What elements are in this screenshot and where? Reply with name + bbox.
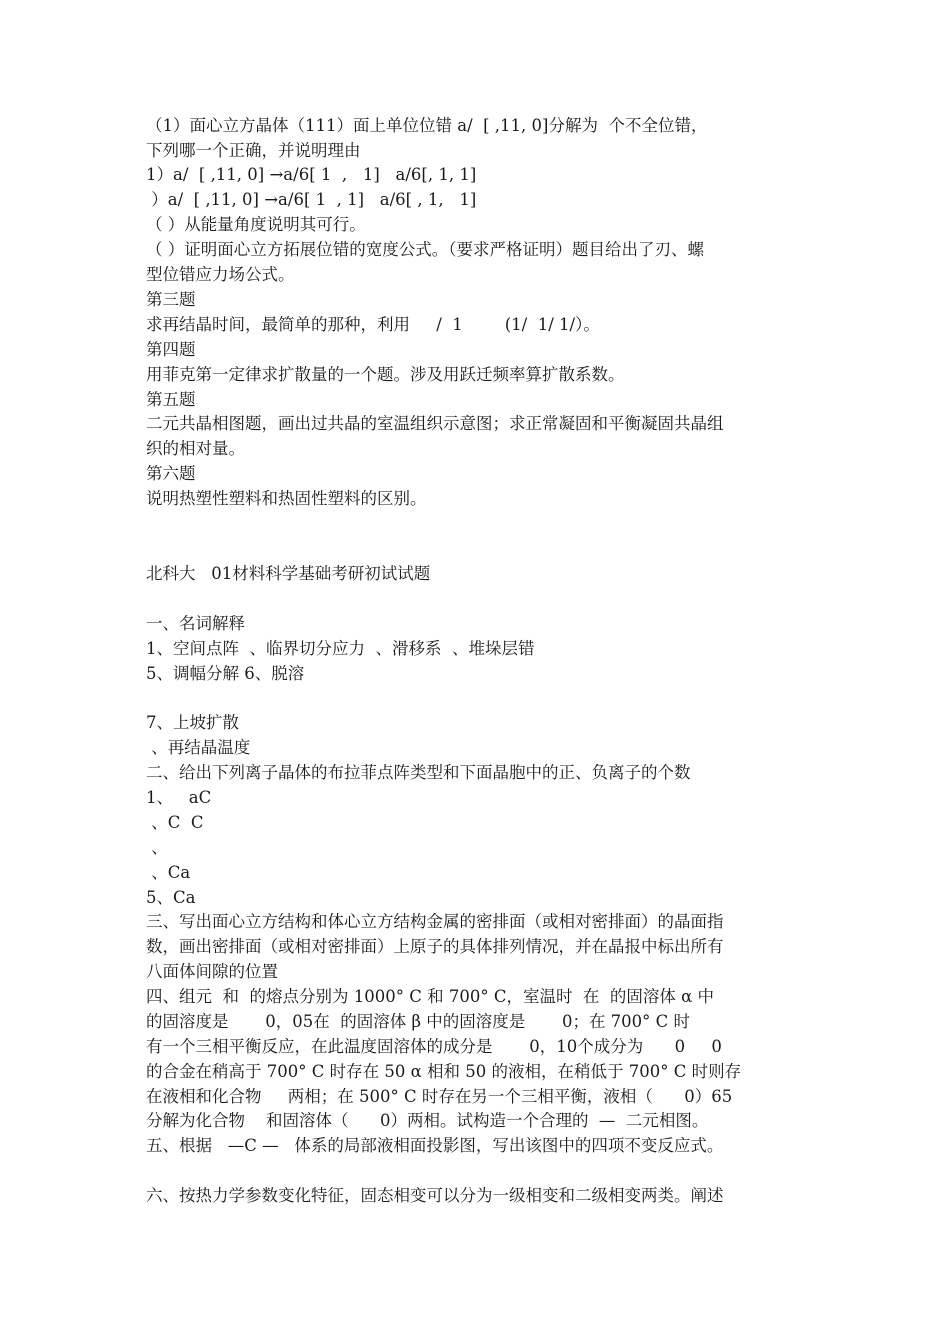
section-heading: 六、按热力学参数变化特征，固态相变可以分为一级相变和二级相变两类。阐述	[146, 1186, 724, 1205]
text-line: 八面体间隙的位置	[146, 962, 278, 981]
text-line: 、Ca	[146, 863, 191, 882]
section-heading: 一、名词解释	[146, 614, 245, 633]
text-line: 数，画出密排面（或相对密排面）上原子的具体排列情况，并在晶报中标出所有	[146, 937, 724, 956]
section-heading: 二、给出下列离子晶体的布拉菲点阵类型和下面晶胞中的正、负离子的个数	[146, 763, 691, 782]
text-line: 7、上坡扩散	[146, 713, 239, 732]
text-line: 用菲克第一定律求扩散量的一个题。涉及用跃迁频率算扩散系数。	[146, 365, 625, 384]
text-line: ）a/ [ ,11, 0] →a/6[ 1 , 1] a/6[ , 1, 1]	[146, 190, 477, 209]
section-heading: 五、根据 —C — 体系的局部液相面投影图，写出该图中的四项不变反应式。	[146, 1136, 724, 1155]
section-heading: 第四题	[146, 340, 196, 359]
text-line: 在液相和化合物 两相；在 500° C 时存在另一个三相平衡，液相（ 0）65	[146, 1087, 733, 1106]
exam-title: 北科大 01材料科学基础考研初试试题	[146, 564, 431, 583]
text-line: 的固溶度是 0，05在 的固溶体 β 中的固溶度是 0；在 700° C 时	[146, 1012, 691, 1031]
text-line: 1）a/ [ ,11, 0] →a/6[ 1 , 1] a/6[, 1, 1]	[146, 165, 477, 184]
text-line: （1）面心立方晶体（111）面上单位位错 a/ [ ,11, 0]分解为 个不全位错，	[146, 116, 708, 135]
section-heading: 三、写出面心立方结构和体心立方结构金属的密排面（或相对密排面）的晶面指	[146, 912, 724, 931]
text-line: 说明热塑性塑料和热固性塑料的区别。	[146, 489, 427, 508]
text-line: 求再结晶时间，最简单的那种，利用 / 1 (1/ 1/ 1/）。	[146, 315, 600, 334]
text-line: 二元共晶相图题，画出过共晶的室温组织示意图；求正常凝固和平衡凝固共晶组	[146, 414, 724, 433]
section-heading: 第五题	[146, 390, 196, 409]
text-line: 1、空间点阵 、临界切分应力 、滑移系 、堆垛层错	[146, 639, 535, 658]
text-line: （ ）从能量角度说明其可行。	[146, 215, 366, 234]
text-line: 5、调幅分解 6、脱溶	[146, 664, 305, 683]
text-line: 、	[146, 838, 168, 857]
text-line: 5、Ca	[146, 888, 196, 907]
text-line: 、C C	[146, 813, 204, 832]
text-line: 型位错应力场公式。	[146, 265, 295, 284]
text-line: 、再结晶温度	[146, 738, 251, 757]
section-heading: 四、组元 和 的熔点分别为 1000° C 和 700° C，室温时 在 的固溶体 α 中	[146, 987, 715, 1006]
section-heading: 第三题	[146, 290, 196, 309]
text-line: 织的相对量。	[146, 439, 245, 458]
text-line: 有一个三相平衡反应，在此温度固溶体的成分是 0，10个成分为 0 0	[146, 1037, 722, 1056]
text-line: 的合金在稍高于 700° C 时存在 50 α 相和 50 的液相，在稍低于 700° C 时则存	[146, 1062, 742, 1081]
section-heading: 第六题	[146, 464, 196, 483]
text-line: （ ）证明面心立方拓展位错的宽度公式。（要求严格证明）题目给出了刃、螺	[146, 240, 704, 259]
text-line: 下列哪一个正确，并说明理由	[146, 141, 361, 160]
text-line: 1、 aC	[146, 788, 212, 807]
text-line: 分解为化合物 和固溶体（ 0）两相。试构造一个合理的 — 二元相图。	[146, 1111, 709, 1130]
